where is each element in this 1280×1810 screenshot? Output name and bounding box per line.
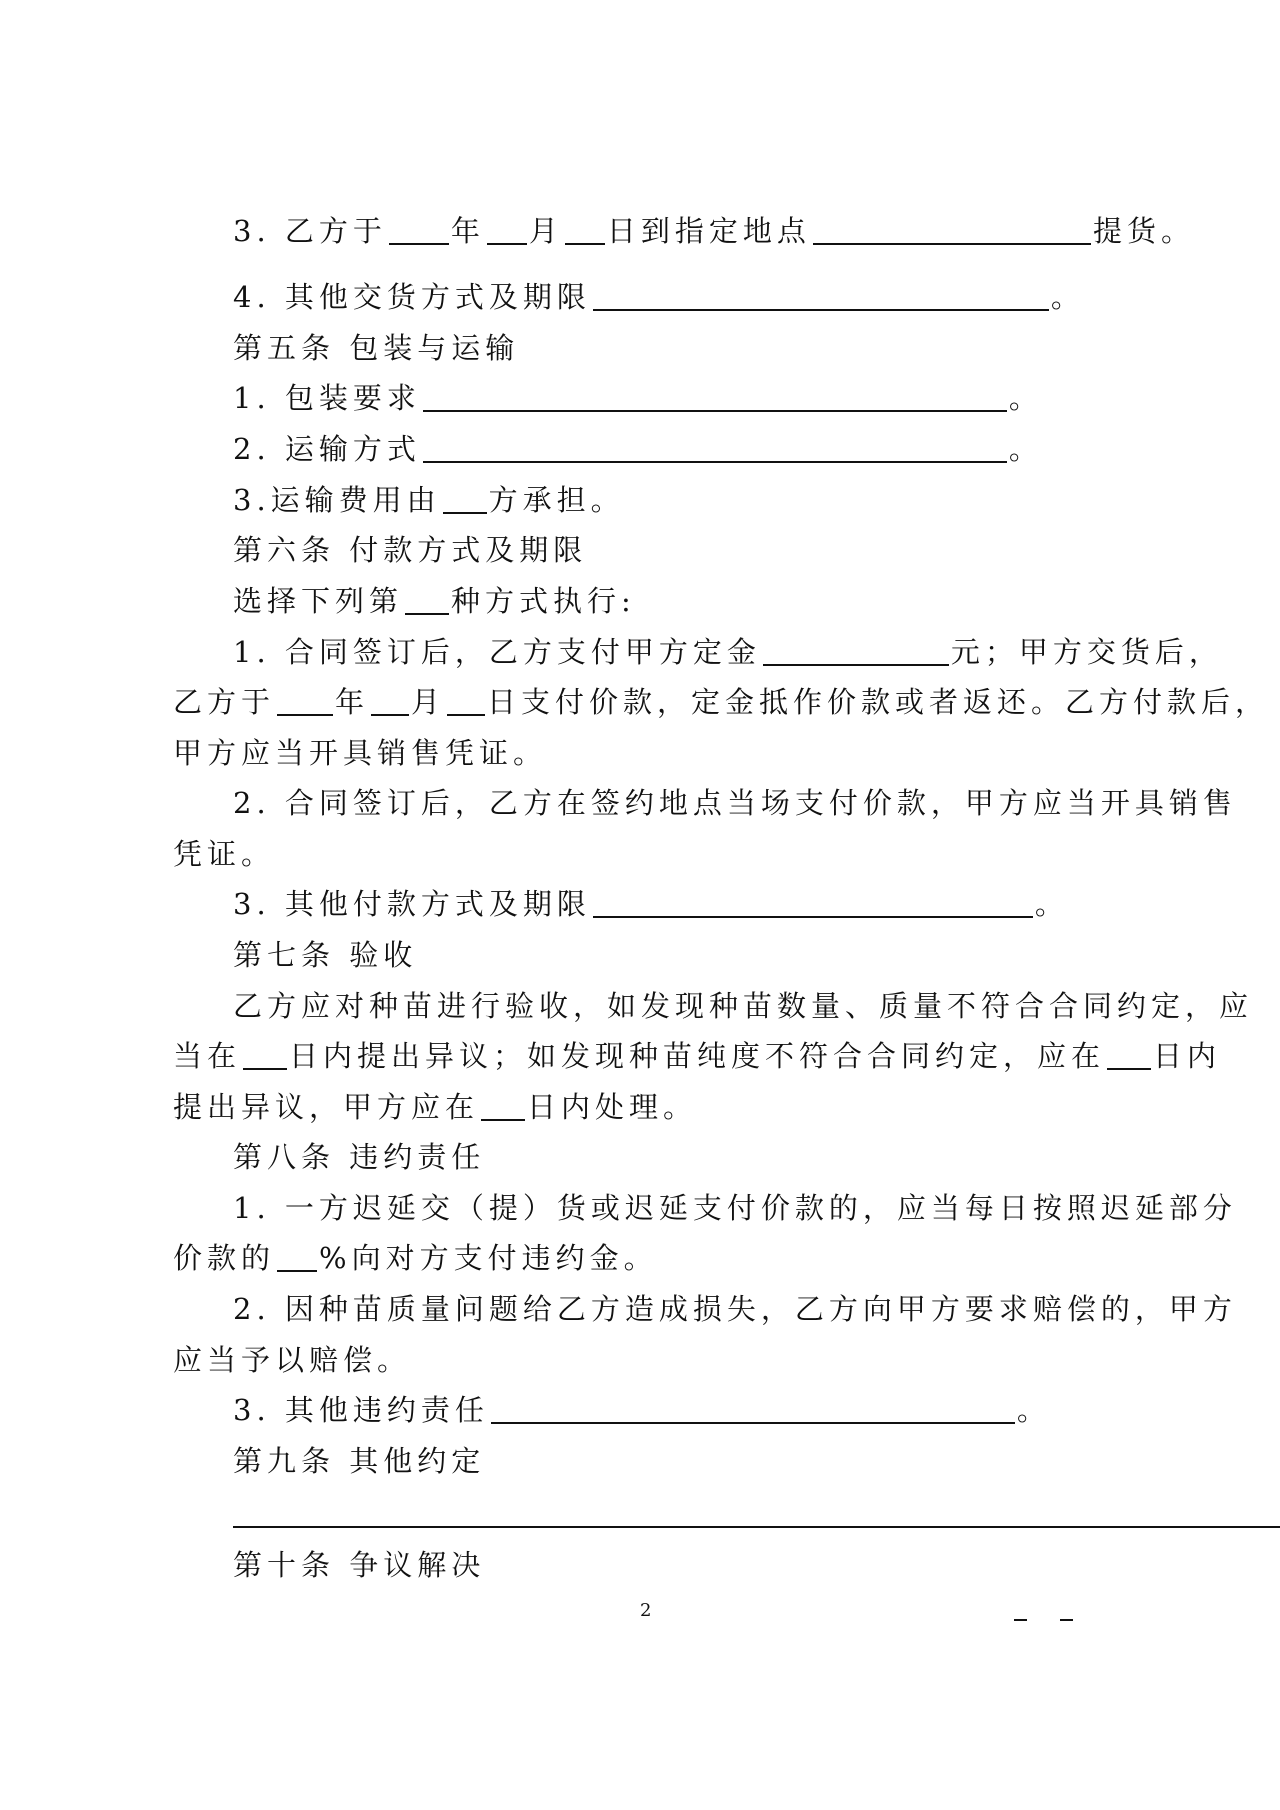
liability-clause-1: 1. 一方迟延交（提）货或迟延支付价款的，应当每日按照迟延部分 [233,1191,1237,1225]
payment-clause-1 [233,632,1223,672]
text-run: 元；甲方交货后， [950,635,1223,669]
fill-blank [277,1240,317,1272]
delivery-clause-3 [233,211,1195,251]
text-run: 3.运输费用由 [233,483,441,517]
fill-blank [565,213,605,245]
text-run: 。 [1008,381,1043,415]
article-9-heading: 第九条 其他约定 [233,1444,486,1478]
fill-blank [277,684,333,716]
fill-blank [593,279,1049,311]
article-6-heading: 第六条 付款方式及期限 [233,533,588,567]
article-7-heading: 第七条 验收 [233,938,418,972]
text-run: 乙方于 [173,685,276,719]
text-run: 日到指定地点 [606,214,811,248]
fill-blank [371,684,409,716]
fill-blank [447,684,485,716]
payment-clause-1-end: 甲方应当开具销售凭证。 [173,736,548,770]
fill-blank [813,213,1091,245]
fill-blank [481,1089,525,1121]
text-run: 提出异议，甲方应在 [173,1090,480,1124]
text-run: 种方式执行: [451,584,636,618]
text-run: 日内 [1153,1039,1222,1073]
text-run: 1. 合同签订后，乙方支付甲方定金 [233,635,761,669]
payment-selection [233,581,636,621]
liability-clause-2-end: 应当予以赔偿。 [173,1343,412,1377]
text-run: 年 [335,685,370,719]
text-run: 选择下列第 [233,584,404,618]
liability-clause-1-cont [173,1238,658,1278]
other-terms-fill-line [233,1526,1280,1528]
article-10-heading: 第十条 争议解决 [233,1548,486,1582]
text-run: 4. 其他交货方式及期限 [233,280,591,314]
fill-blank [423,431,1007,463]
text-run: 日内提出异议；如发现种苗纯度不符合合同约定，应在 [289,1039,1106,1073]
page-number: 2 [640,1600,652,1621]
text-run: 年 [450,214,485,248]
text-run: 日支付价款，定金抵作价款或者返还。乙方付款后， [487,685,1270,719]
payment-clause-1-cont [173,682,1269,722]
fill-blank [443,482,487,514]
text-run: 价款的 [173,1241,276,1275]
text-run: 月 [411,685,446,719]
fill-blank [763,634,949,666]
text-run: 。 [1050,280,1085,314]
acceptance-text-1: 乙方应对种苗进行验收，如发现种苗数量、质量不符合合同约定，应 [233,989,1254,1023]
text-run: 2. 运输方式 [233,432,421,466]
payment-clause-2-end: 凭证。 [173,837,276,871]
article-8-heading: 第八条 违约责任 [233,1140,486,1174]
liability-clause-2: 2. 因种苗质量问题给乙方造成损失，乙方向甲方要求赔偿的，甲方 [233,1292,1237,1326]
footer-dash [1014,1619,1027,1621]
packaging-clause-2 [233,429,1043,469]
fill-blank [491,1392,1015,1424]
footer-dash [1060,1619,1073,1621]
payment-clause-3 [233,884,1069,924]
liability-clause-3 [233,1390,1051,1430]
fill-blank [389,213,449,245]
delivery-clause-4 [233,277,1085,317]
text-run: 。 [1016,1393,1051,1427]
fill-blank [487,213,527,245]
payment-clause-2: 2. 合同签订后，乙方在签约地点当场支付价款，甲方应当开具销售 [233,786,1237,820]
text-run: 1. 包装要求 [233,381,421,415]
acceptance-text-2 [173,1036,1221,1076]
fill-blank [423,380,1007,412]
article-5-heading: 第五条 包装与运输 [233,331,520,365]
text-run: 。 [1008,432,1043,466]
text-run: 提货。 [1092,214,1195,248]
text-run: 日内处理。 [527,1090,698,1124]
packaging-clause-3 [233,480,625,520]
text-run: 3. 乙方于 [233,214,387,248]
fill-blank [593,886,1033,918]
text-run: 3. 其他付款方式及期限 [233,887,591,921]
text-run: 方承担。 [488,483,625,517]
text-run: 月 [528,214,563,248]
text-run: 。 [1034,887,1069,921]
text-run: %向对方支付违约金。 [319,1241,658,1275]
acceptance-text-3 [173,1087,697,1127]
fill-blank [405,583,449,615]
fill-blank [243,1038,287,1070]
text-run: 3. 其他违约责任 [233,1393,489,1427]
text-run: 当在 [173,1039,242,1073]
packaging-clause-1 [233,378,1043,418]
fill-blank [1107,1038,1151,1070]
